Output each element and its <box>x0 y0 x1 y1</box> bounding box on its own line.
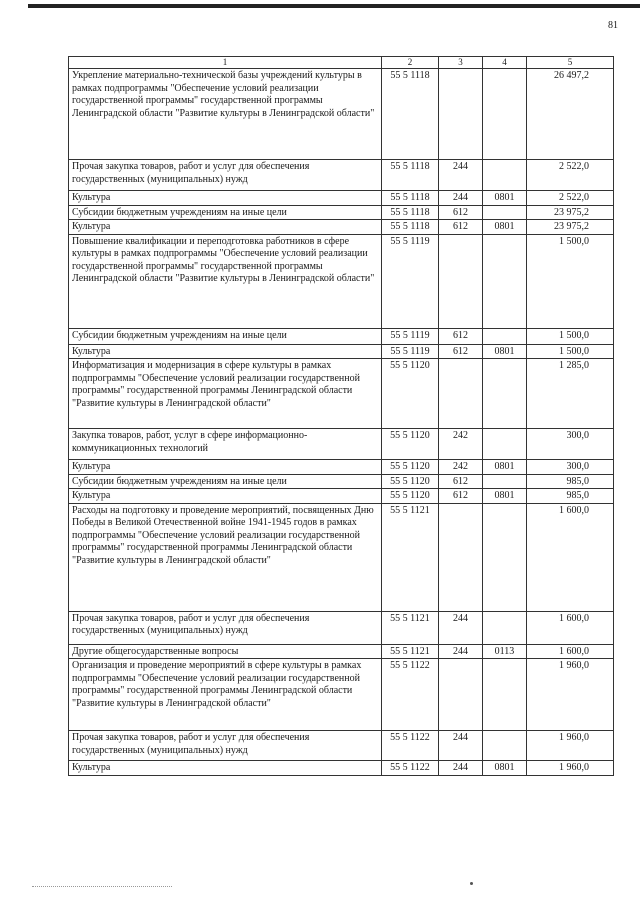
table-row <box>69 359 614 429</box>
table-row <box>69 611 614 644</box>
cell-vr: 612 <box>439 474 483 489</box>
cell-name: Расходы на подготовку и проведение мероприятий, посвященных Дню Победы в Великой Отечественной войне 1941-1945 годов в рамках подпрограммы "Обеспечение условий реализации государственной программы" государственной программы Ленинградской области "Развитие культуры в Ленинградской области" <box>69 503 382 611</box>
table-row <box>69 761 614 776</box>
cell-name: Закупка товаров, работ, услуг в сфере информационно-коммуникационных технологий <box>69 429 382 460</box>
cell-name: Повышение квалификации и переподготовка работников в сфере культуры в рамках подпрограммы "Обеспечение условий реализации государственной программы" государственной программы Ленинградской области "Развитие культуры в Ленинградской области" <box>69 234 382 328</box>
cell-vr: 612 <box>439 344 483 359</box>
cell-csr: 55 5 1118 <box>382 191 439 206</box>
cell-csr: 55 5 1119 <box>382 344 439 359</box>
cell-name: Организация и проведение мероприятий в сфере культуры в рамках подпрограммы "Обеспечение условий реализации государственной программы" государственной программы Ленинградской области "Развитие культуры в Ленинградской области" <box>69 659 382 731</box>
cell-vr: 612 <box>439 489 483 504</box>
cell-csr: 55 5 1118 <box>382 69 439 160</box>
cell-sum: 1 960,0 <box>527 659 614 731</box>
cell-vr <box>439 69 483 160</box>
cell-csr: 55 5 1120 <box>382 359 439 429</box>
cell-vr: 242 <box>439 460 483 475</box>
cell-name: Другие общегосударственные вопросы <box>69 644 382 659</box>
cell-csr: 55 5 1121 <box>382 644 439 659</box>
cell-sum: 1 600,0 <box>527 644 614 659</box>
cell-sum: 1 500,0 <box>527 328 614 344</box>
cell-name: Культура <box>69 761 382 776</box>
cell-rz: 0801 <box>483 761 527 776</box>
cell-sum: 985,0 <box>527 489 614 504</box>
cell-csr: 55 5 1118 <box>382 220 439 235</box>
cell-vr: 242 <box>439 429 483 460</box>
header-col-1: 1 <box>69 57 382 69</box>
cell-csr: 55 5 1121 <box>382 503 439 611</box>
cell-csr: 55 5 1120 <box>382 460 439 475</box>
cell-sum: 1 600,0 <box>527 503 614 611</box>
cell-name: Культура <box>69 191 382 206</box>
cell-rz <box>483 731 527 761</box>
cell-csr: 55 5 1120 <box>382 474 439 489</box>
cell-name: Прочая закупка товаров, работ и услуг для обеспечения государственных (муниципальных) нужд <box>69 160 382 191</box>
scan-artifact-line <box>32 886 172 891</box>
cell-name: Прочая закупка товаров, работ и услуг для обеспечения государственных (муниципальных) нужд <box>69 731 382 761</box>
cell-rz <box>483 205 527 220</box>
cell-csr: 55 5 1121 <box>382 611 439 644</box>
cell-rz <box>483 359 527 429</box>
cell-name: Культура <box>69 220 382 235</box>
table-row <box>69 731 614 761</box>
cell-sum: 1 960,0 <box>527 731 614 761</box>
cell-csr: 55 5 1119 <box>382 328 439 344</box>
cell-name: Культура <box>69 344 382 359</box>
table-row <box>69 191 614 206</box>
cell-rz <box>483 659 527 731</box>
cell-csr: 55 5 1122 <box>382 731 439 761</box>
cell-sum: 1 960,0 <box>527 761 614 776</box>
cell-sum: 985,0 <box>527 474 614 489</box>
cell-csr: 55 5 1118 <box>382 205 439 220</box>
cell-vr <box>439 359 483 429</box>
table-row <box>69 69 614 160</box>
cell-vr <box>439 659 483 731</box>
table-row <box>69 234 614 328</box>
cell-csr: 55 5 1120 <box>382 429 439 460</box>
cell-rz <box>483 234 527 328</box>
cell-sum: 1 500,0 <box>527 234 614 328</box>
cell-name: Информатизация и модернизация в сфере культуры в рамках подпрограммы "Обеспечение условий реализации государственной программы" государственной программы Ленинградской области "Развитие культуры в Ленинградской области" <box>69 359 382 429</box>
cell-sum: 23 975,2 <box>527 205 614 220</box>
cell-vr: 244 <box>439 761 483 776</box>
table-row <box>69 328 614 344</box>
table-row <box>69 205 614 220</box>
cell-vr <box>439 503 483 611</box>
cell-name: Субсидии бюджетным учреждениям на иные цели <box>69 474 382 489</box>
cell-vr: 244 <box>439 611 483 644</box>
table-row <box>69 503 614 611</box>
table-row <box>69 220 614 235</box>
table-row <box>69 160 614 191</box>
cell-csr: 55 5 1118 <box>382 160 439 191</box>
cell-csr: 55 5 1120 <box>382 489 439 504</box>
cell-name: Субсидии бюджетным учреждениям на иные цели <box>69 328 382 344</box>
cell-rz: 0801 <box>483 489 527 504</box>
cell-rz <box>483 611 527 644</box>
cell-vr: 244 <box>439 644 483 659</box>
cell-rz <box>483 429 527 460</box>
cell-csr: 55 5 1122 <box>382 761 439 776</box>
header-col-2: 2 <box>382 57 439 69</box>
cell-rz <box>483 503 527 611</box>
table-row <box>69 489 614 504</box>
cell-vr: 244 <box>439 731 483 761</box>
table-row <box>69 644 614 659</box>
cell-sum: 1 285,0 <box>527 359 614 429</box>
page-number: 81 <box>608 20 618 31</box>
cell-sum: 2 522,0 <box>527 160 614 191</box>
cell-name: Прочая закупка товаров, работ и услуг для обеспечения государственных (муниципальных) нужд <box>69 611 382 644</box>
table-row <box>69 474 614 489</box>
cell-vr: 244 <box>439 191 483 206</box>
table-row <box>69 429 614 460</box>
cell-csr: 55 5 1119 <box>382 234 439 328</box>
cell-name: Культура <box>69 460 382 475</box>
cell-vr: 244 <box>439 160 483 191</box>
scan-artifact-dot <box>470 882 473 885</box>
cell-vr <box>439 234 483 328</box>
header-col-4: 4 <box>483 57 527 69</box>
header-col-5: 5 <box>527 57 614 69</box>
cell-rz: 0801 <box>483 191 527 206</box>
cell-csr: 55 5 1122 <box>382 659 439 731</box>
cell-rz: 0801 <box>483 220 527 235</box>
table-row <box>69 460 614 475</box>
cell-sum: 1 600,0 <box>527 611 614 644</box>
cell-vr: 612 <box>439 328 483 344</box>
cell-vr: 612 <box>439 205 483 220</box>
top-rule <box>28 4 640 8</box>
cell-rz <box>483 328 527 344</box>
cell-name: Укрепление материально-технической базы учреждений культуры в рамках подпрограммы "Обеспечение условий реализации государственной программы" государственной программы Ленинградской области "Развитие культуры в Ленинградской области" <box>69 69 382 160</box>
header-col-3: 3 <box>439 57 483 69</box>
cell-rz: 0113 <box>483 644 527 659</box>
table-row <box>69 659 614 731</box>
cell-rz <box>483 160 527 191</box>
cell-sum: 1 500,0 <box>527 344 614 359</box>
cell-sum: 300,0 <box>527 429 614 460</box>
cell-name: Субсидии бюджетным учреждениям на иные цели <box>69 205 382 220</box>
table-header-row <box>69 57 614 69</box>
cell-sum: 23 975,2 <box>527 220 614 235</box>
cell-rz <box>483 69 527 160</box>
cell-vr: 612 <box>439 220 483 235</box>
table-row <box>69 344 614 359</box>
cell-rz <box>483 474 527 489</box>
cell-sum: 2 522,0 <box>527 191 614 206</box>
cell-rz: 0801 <box>483 344 527 359</box>
budget-table <box>68 56 614 776</box>
cell-name: Культура <box>69 489 382 504</box>
cell-rz: 0801 <box>483 460 527 475</box>
cell-sum: 26 497,2 <box>527 69 614 160</box>
cell-sum: 300,0 <box>527 460 614 475</box>
